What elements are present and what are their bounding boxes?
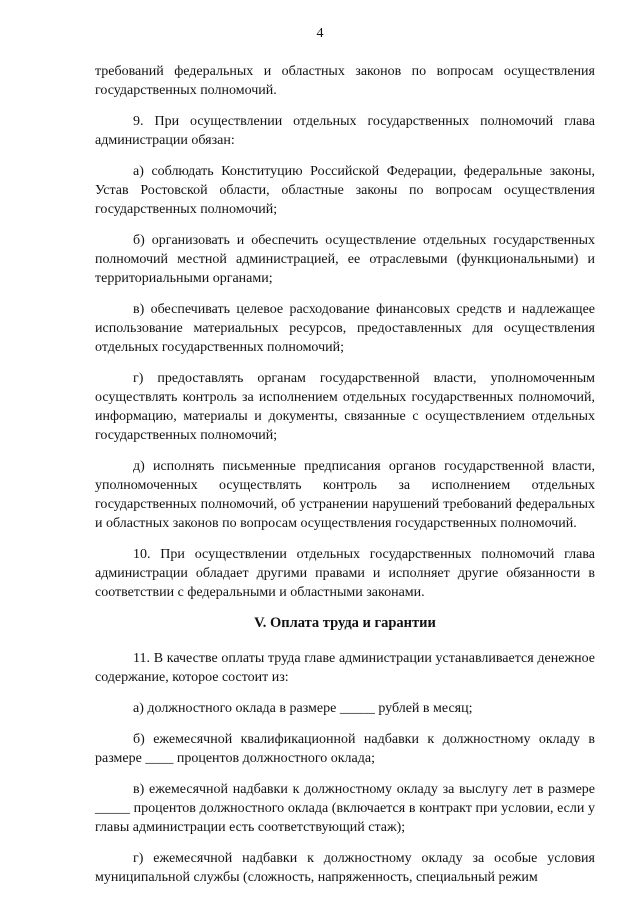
- paragraph-item-11a: а) должностного оклада в размере _____ рублей в месяц;: [133, 701, 473, 716]
- document-body: [95, 62, 595, 899]
- paragraph-item-11g: г) ежемесячной надбавки к должностному окладу за особые условия муниципальной службы (сложность, напряженность, специальный режим: [95, 851, 595, 885]
- paragraph-item-9: 9. При осуществлении отдельных государственных полномочий глава администрации обязан:: [95, 114, 595, 148]
- paragraph-item-10: 10. При осуществлении отдельных государственных полномочий глава администрации обладает другими правами и исполняет другие обязанности в соответствии с федеральными и областными законами.: [95, 547, 595, 600]
- paragraph-item-11: 11. В качестве оплаты труда главе администрации устанавливается денежное содержание, которое состоит из:: [95, 651, 595, 685]
- paragraph-item-9d: д) исполнять письменные предписания органов государственной власти, уполномоченных осуществлять контроль за исполнением отдельных государственных полномочий, об устранении нарушений требований федеральных и областных законов по вопросам осуществления государственных полномочий.: [95, 459, 595, 531]
- paragraph-item-9v: в) обеспечивать целевое расходование финансовых средств и надлежащее использование материальных ресурсов, предоставленных для осуществления отдельных государственных полномочий;: [95, 302, 595, 355]
- paragraph-item-11v: в) ежемесячной надбавки к должностному окладу за выслугу лет в размере _____ процентов должностного оклада (включается в контракт при условии, если у главы администрации есть соответствующий стаж);: [95, 782, 595, 835]
- page-number: 4: [316, 26, 324, 41]
- paragraph-item-9a: а) соблюдать Конституцию Российской Федерации, федеральные законы, Устав Ростовской области, областные законы по вопросам осуществления государственных полномочий;: [95, 164, 595, 217]
- paragraph-item-11b: б) ежемесячной квалификационной надбавки к должностному окладу в размере ____ процентов должностного оклада;: [95, 732, 595, 766]
- section-heading: V. Оплата труда и гарантии: [254, 615, 436, 631]
- paragraph-item-9b: б) организовать и обеспечить осуществление отдельных государственных полномочий местной администрацией, ее отраслевыми (функциональными) и территориальными органами;: [95, 233, 595, 286]
- paragraph-continuation: требований федеральных и областных законов по вопросам осуществления государственных полномочий.: [95, 64, 595, 98]
- paragraph-item-9g: г) предоставлять органам государственной власти, уполномоченным осуществлять контроль за исполнением отдельных государственных полномочий, информацию, материалы и документы, связанные с осуществлением отдельных государственных полномочий;: [95, 371, 595, 443]
